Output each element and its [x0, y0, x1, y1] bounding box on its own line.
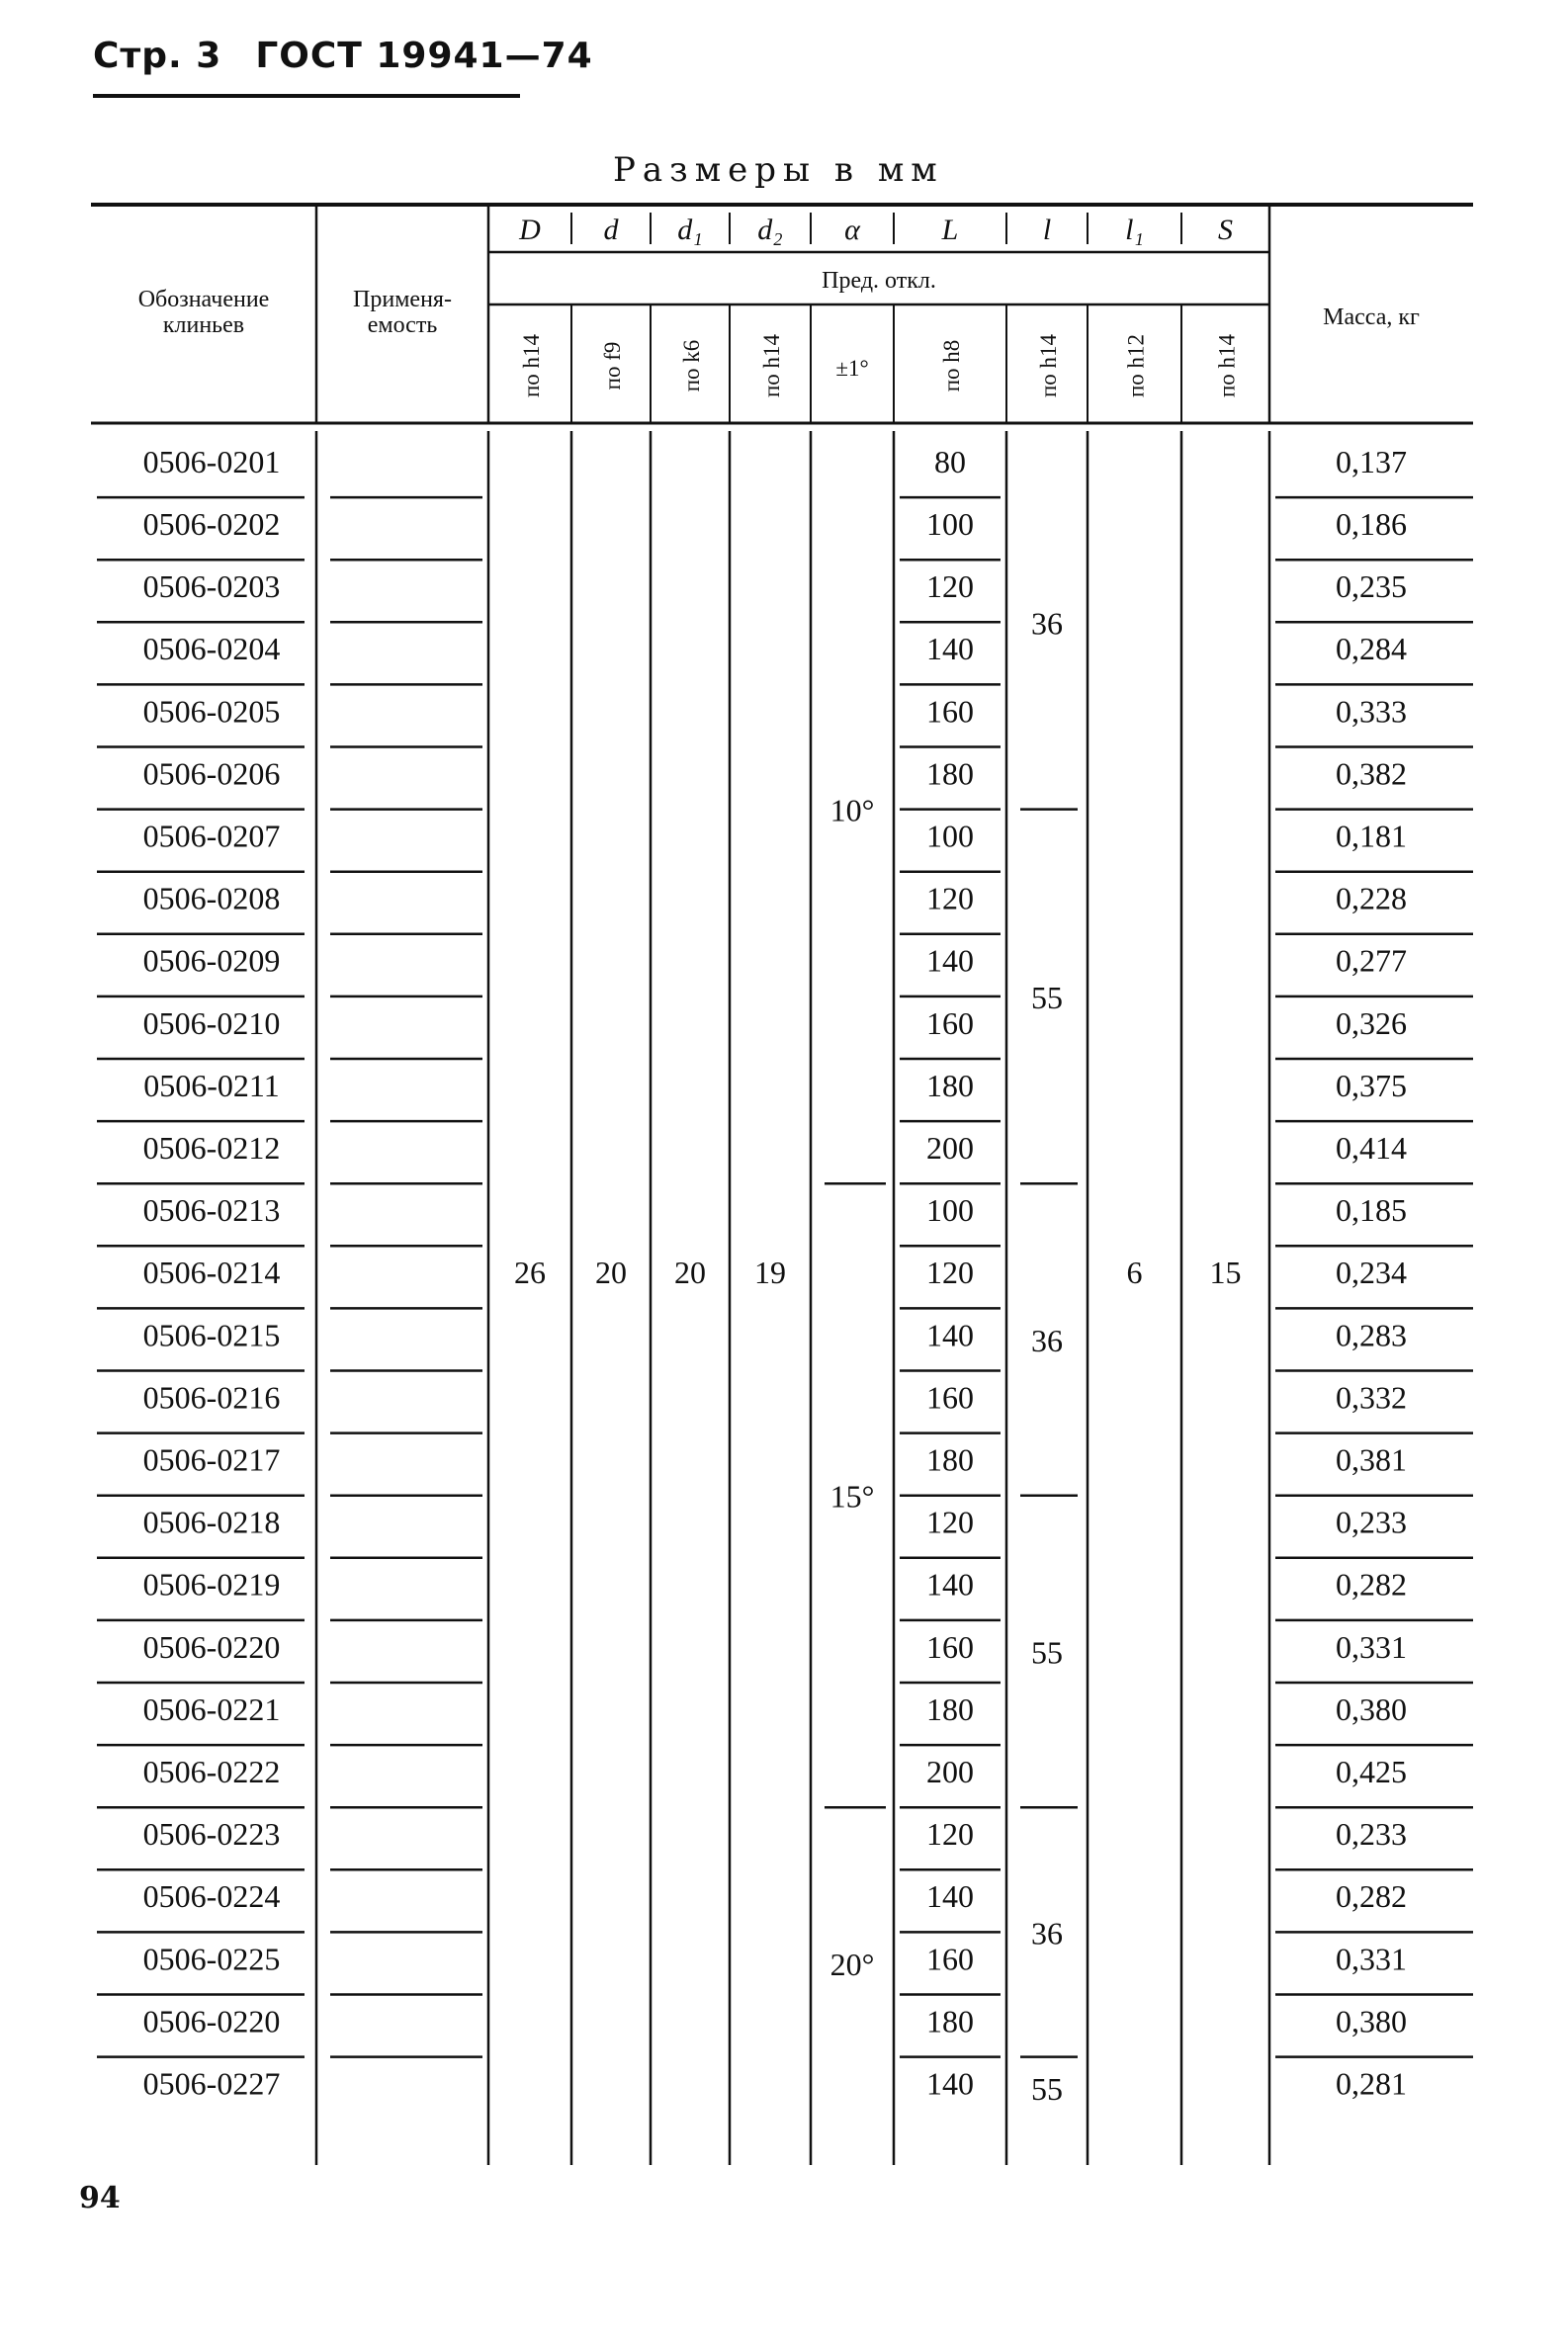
mass-cell: 0,380 [1336, 1691, 1407, 1727]
mass-cell: 0,228 [1336, 880, 1407, 916]
mass-cell: 0,382 [1336, 755, 1407, 792]
designation-cell: 0506-0222 [142, 1753, 281, 1789]
designation-cell: 0506-0214 [142, 1255, 281, 1291]
l-cell: 36 [1031, 1322, 1063, 1358]
length-cell: 160 [926, 1004, 974, 1041]
param-tolerance: по h14 [759, 333, 784, 398]
mass-cell: 0,185 [1336, 1192, 1407, 1229]
length-cell: 160 [926, 1941, 974, 1977]
length-cell: 120 [926, 880, 974, 916]
common-value-cell: 20 [674, 1255, 706, 1291]
page-label: Стр. 3 [93, 36, 222, 76]
alpha-cell: 15° [829, 1478, 875, 1515]
param-symbol: d₂ [757, 214, 783, 246]
applicability-header: емость [367, 312, 438, 338]
l-cell: 36 [1031, 1915, 1063, 1952]
table-caption: Размеры в мм [613, 150, 944, 190]
designation-header: клиньев [162, 312, 245, 338]
mass-cell: 0,137 [1336, 443, 1407, 479]
mass-cell: 0,234 [1336, 1255, 1407, 1291]
mass-cell: 0,331 [1336, 1628, 1407, 1665]
length-cell: 120 [926, 1504, 974, 1540]
length-cell: 180 [926, 755, 974, 792]
mass-cell: 0,380 [1336, 2003, 1407, 2039]
designation-cell: 0506-0206 [142, 755, 281, 792]
designation-cell: 0506-0218 [142, 1504, 281, 1540]
mass-cell: 0,282 [1336, 1566, 1407, 1603]
mass-cell: 0,331 [1336, 1941, 1407, 1977]
length-cell: 120 [926, 568, 974, 605]
designation-cell: 0506-0224 [142, 1878, 281, 1915]
length-cell: 160 [926, 693, 974, 730]
tolerance-header: Пред. откл. [822, 268, 936, 294]
designation-cell: 0506-0221 [142, 1691, 281, 1727]
length-cell: 80 [934, 443, 966, 479]
param-tolerance: по h12 [1123, 333, 1149, 398]
designation-header: Обозначение [137, 287, 270, 312]
mass-cell: 0,181 [1336, 818, 1407, 854]
length-cell: 100 [926, 818, 974, 854]
common-value-cell: 26 [514, 1255, 546, 1291]
designation-cell: 0506-0213 [142, 1192, 281, 1229]
alpha-cell: 20° [829, 1946, 875, 1982]
mass-cell: 0,283 [1336, 1317, 1407, 1353]
designation-cell: 0506-0208 [142, 880, 281, 916]
length-cell: 180 [926, 1067, 974, 1103]
designation-cell: 0506-0212 [142, 1129, 281, 1166]
length-cell: 140 [926, 1566, 974, 1603]
param-symbol: D [519, 214, 541, 246]
designation-cell: 0506-0220 [142, 2003, 281, 2039]
applicability-header: Применя- [353, 287, 452, 312]
length-cell: 140 [926, 631, 974, 667]
l-cell: 55 [1031, 979, 1063, 1015]
length-cell: 180 [926, 1691, 974, 1727]
length-cell: 140 [926, 1878, 974, 1915]
designation-cell: 0506-0201 [142, 443, 281, 479]
length-cell: 160 [926, 1379, 974, 1416]
length-cell: 160 [926, 1628, 974, 1665]
length-cell: 100 [926, 1192, 974, 1229]
param-tolerance: по k6 [679, 339, 704, 392]
designation-cell: 0506-0205 [142, 693, 281, 730]
designation-cell: 0506-0223 [142, 1816, 281, 1853]
length-cell: 140 [926, 1317, 974, 1353]
designation-cell: 0506-0202 [142, 505, 281, 542]
l-cell: 36 [1031, 605, 1063, 642]
mass-cell: 0,414 [1336, 1129, 1407, 1166]
length-cell: 100 [926, 505, 974, 542]
param-symbol: L [941, 214, 959, 246]
common-value-cell: 6 [1126, 1255, 1143, 1291]
common-value-cell: 19 [754, 1255, 786, 1291]
mass-cell: 0,381 [1336, 1441, 1407, 1478]
designation-cell: 0506-0227 [142, 2065, 281, 2102]
mass-cell: 0,375 [1336, 1067, 1407, 1103]
mass-cell: 0,186 [1336, 505, 1407, 542]
mass-cell: 0,284 [1336, 631, 1407, 667]
designation-cell: 0506-0209 [142, 942, 281, 979]
length-cell: 140 [926, 942, 974, 979]
designation-cell: 0506-0203 [142, 568, 281, 605]
designation-cell: 0506-0219 [142, 1566, 281, 1603]
mass-cell: 0,326 [1336, 1004, 1407, 1041]
param-tolerance: по h8 [939, 339, 964, 392]
param-symbol: α [844, 214, 860, 246]
designation-cell: 0506-0217 [142, 1441, 281, 1478]
mass-cell: 0,332 [1336, 1379, 1407, 1416]
mass-cell: 0,281 [1336, 2065, 1407, 2102]
length-cell: 180 [926, 1441, 974, 1478]
designation-cell: 0506-0207 [142, 818, 281, 854]
param-symbol: l₁ [1125, 214, 1144, 246]
length-cell: 180 [926, 2003, 974, 2039]
designation-cell: 0506-0215 [142, 1317, 281, 1353]
mass-cell: 0,235 [1336, 568, 1407, 605]
length-cell: 200 [926, 1753, 974, 1789]
mass-cell: 0,277 [1336, 942, 1407, 979]
mass-cell: 0,233 [1336, 1504, 1407, 1540]
mass-header: Масса, кг [1323, 304, 1420, 330]
standard-number: ГОСТ 19941—74 [255, 36, 593, 76]
designation-cell: 0506-0210 [142, 1004, 281, 1041]
length-cell: 200 [926, 1129, 974, 1166]
param-tolerance: по f9 [600, 341, 625, 390]
param-symbol: d₁ [677, 214, 703, 246]
length-cell: 120 [926, 1816, 974, 1853]
length-cell: 120 [926, 1255, 974, 1291]
mass-cell: 0,233 [1336, 1816, 1407, 1853]
mass-cell: 0,425 [1336, 1753, 1407, 1789]
mass-cell: 0,282 [1336, 1878, 1407, 1915]
l-cell: 55 [1031, 2071, 1063, 2108]
designation-cell: 0506-0211 [143, 1067, 280, 1103]
length-cell: 140 [926, 2065, 974, 2102]
designation-cell: 0506-0216 [142, 1379, 281, 1416]
param-tolerance: по h14 [1036, 333, 1061, 398]
common-value-cell: 20 [595, 1255, 627, 1291]
l-cell: 55 [1031, 1634, 1063, 1671]
designation-cell: 0506-0225 [142, 1941, 281, 1977]
param-tolerance: по h14 [1214, 333, 1240, 398]
param-symbol: d [603, 214, 619, 246]
param-tolerance: по h14 [519, 333, 544, 398]
param-symbol: S [1218, 214, 1233, 246]
param-symbol: l [1042, 214, 1052, 246]
designation-cell: 0506-0220 [142, 1628, 281, 1665]
param-tolerance: ±1° [835, 356, 869, 381]
page-number: 94 [79, 2181, 121, 2215]
alpha-cell: 10° [829, 792, 875, 828]
designation-cell: 0506-0204 [142, 631, 281, 667]
common-value-cell: 15 [1209, 1255, 1242, 1291]
mass-cell: 0,333 [1336, 693, 1407, 730]
